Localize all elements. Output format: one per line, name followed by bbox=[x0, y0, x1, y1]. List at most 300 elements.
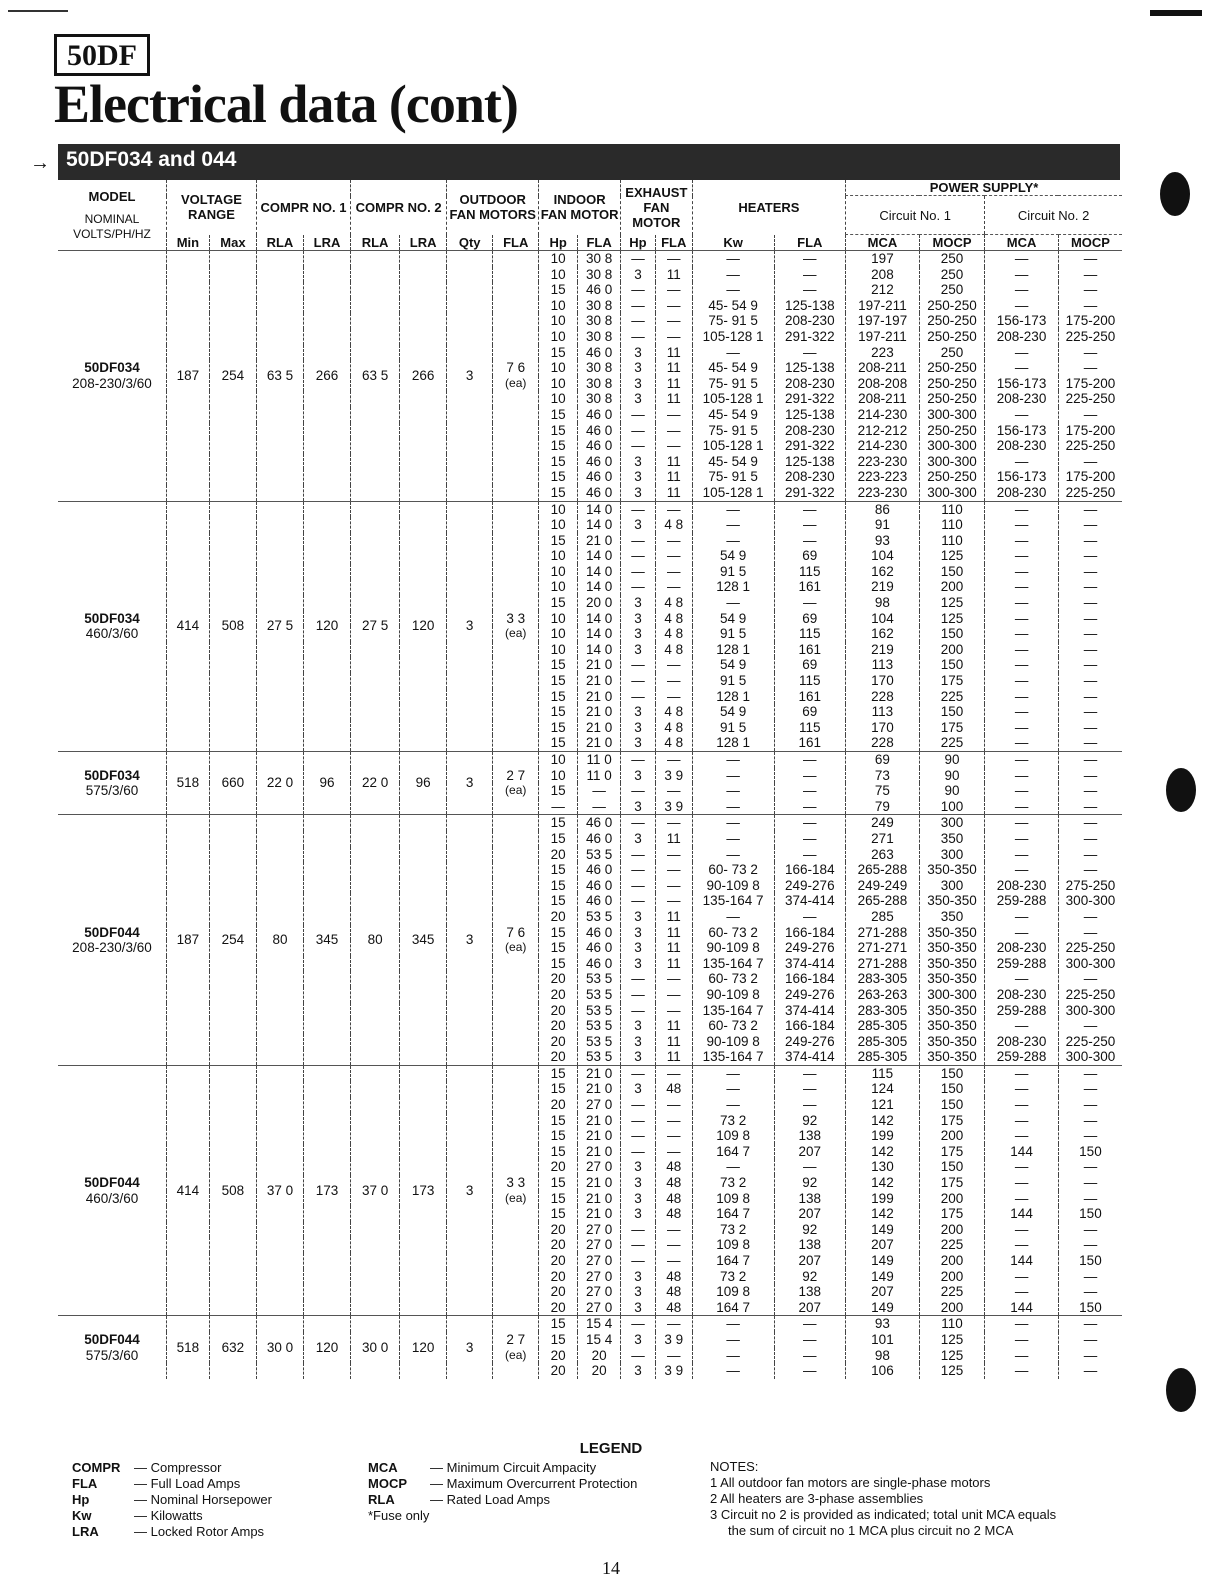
indoor-fla: 27 0 bbox=[578, 1253, 621, 1269]
exhaust-hp: 3 bbox=[621, 1300, 656, 1316]
heater-fla: — bbox=[774, 799, 846, 815]
heater-fla: 138 bbox=[774, 1191, 846, 1207]
model-name: 50DF034 bbox=[84, 360, 140, 376]
heater-kw: 109 8 bbox=[692, 1191, 774, 1207]
indoor-hp: 15 bbox=[539, 282, 578, 298]
notes-title: NOTES: bbox=[710, 1459, 759, 1474]
outdoor-fan-fla-value: 3 3 bbox=[506, 610, 526, 626]
outdoor-fan-fla-value: 2 7 bbox=[506, 767, 526, 783]
outdoor-fan-qty: 3 bbox=[447, 501, 493, 752]
sub-header: MOCP bbox=[1058, 235, 1122, 251]
c2-mocp: — bbox=[1058, 1128, 1122, 1144]
heater-kw: 73 2 bbox=[692, 1222, 774, 1238]
indoor-fla: — bbox=[578, 783, 621, 799]
c1-mocp: 300-300 bbox=[919, 407, 984, 423]
heater-kw: — bbox=[692, 1159, 774, 1175]
heater-fla: 115 bbox=[774, 720, 846, 736]
indoor-hp: 15 bbox=[539, 1191, 578, 1207]
c1-mocp: 90 bbox=[919, 768, 984, 784]
c2-mocp: — bbox=[1058, 1332, 1122, 1348]
heater-fla: 207 bbox=[774, 1300, 846, 1316]
indoor-hp: 10 bbox=[539, 752, 578, 768]
indoor-hp: 20 bbox=[539, 1034, 578, 1050]
sub-header: RLA bbox=[351, 235, 400, 251]
c2-mca: — bbox=[985, 282, 1059, 298]
c1-mocp: 150 bbox=[919, 564, 984, 580]
legend-col1 bbox=[72, 1460, 272, 1540]
c2-mca: 259-288 bbox=[985, 1049, 1059, 1065]
c2-mca: 208-230 bbox=[985, 485, 1059, 501]
c2-mocp: 225-250 bbox=[1058, 940, 1122, 956]
indoor-fla: 27 0 bbox=[578, 1269, 621, 1285]
exhaust-hp: — bbox=[621, 438, 656, 454]
c2-mca: 208-230 bbox=[985, 438, 1059, 454]
sub-header: FLA bbox=[578, 235, 621, 251]
exhaust-hp: — bbox=[621, 878, 656, 894]
c2-mocp: — bbox=[1058, 564, 1122, 580]
c2-mocp: 300-300 bbox=[1058, 1049, 1122, 1065]
c1-mca: 93 bbox=[846, 533, 920, 549]
heater-kw: 128 1 bbox=[692, 642, 774, 658]
c1-mocp: 110 bbox=[919, 501, 984, 517]
exhaust-fla: — bbox=[655, 783, 692, 799]
exhaust-fla: — bbox=[655, 893, 692, 909]
c2-mocp: — bbox=[1058, 533, 1122, 549]
indoor-hp: 20 bbox=[539, 1284, 578, 1300]
sub-header: MCA bbox=[846, 235, 920, 251]
c1-mca: 162 bbox=[846, 626, 920, 642]
heater-fla: 92 bbox=[774, 1269, 846, 1285]
indoor-fla: 20 0 bbox=[578, 595, 621, 611]
c2-mocp: — bbox=[1058, 1269, 1122, 1285]
legend-entry bbox=[72, 1476, 272, 1492]
c1-mocp: 300 bbox=[919, 878, 984, 894]
c2-mca: — bbox=[985, 971, 1059, 987]
indoor-fla: 46 0 bbox=[578, 438, 621, 454]
c1-mocp: 250-250 bbox=[919, 298, 984, 314]
exhaust-fla: 11 bbox=[655, 360, 692, 376]
indoor-fla: 46 0 bbox=[578, 862, 621, 878]
c1-mca: 271-271 bbox=[846, 940, 920, 956]
c1-mocp: 175 bbox=[919, 1113, 984, 1129]
heater-fla: 208-230 bbox=[774, 469, 846, 485]
c2-mocp: — bbox=[1058, 1113, 1122, 1129]
indoor-hp: 10 bbox=[539, 360, 578, 376]
exhaust-fla: — bbox=[655, 689, 692, 705]
sub-header: Qty bbox=[447, 235, 493, 251]
indoor-fla: 30 8 bbox=[578, 376, 621, 392]
indoor-hp: 20 bbox=[539, 847, 578, 863]
heater-fla: — bbox=[774, 595, 846, 611]
legend-entry bbox=[368, 1460, 637, 1476]
heater-kw: 73 2 bbox=[692, 1113, 774, 1129]
voltage-max: 508 bbox=[209, 1065, 256, 1316]
exhaust-fla: 11 bbox=[655, 391, 692, 407]
c1-mocp: 300 bbox=[919, 815, 984, 831]
c2-mca: — bbox=[985, 783, 1059, 799]
heater-fla: — bbox=[774, 517, 846, 533]
c1-mca: 265-288 bbox=[846, 862, 920, 878]
indoor-hp: 15 bbox=[539, 956, 578, 972]
indoor-fla: 27 0 bbox=[578, 1284, 621, 1300]
c1-mca: 149 bbox=[846, 1222, 920, 1238]
c2-mocp: — bbox=[1058, 251, 1122, 267]
c1-mocp: 300-300 bbox=[919, 454, 984, 470]
exhaust-fla: — bbox=[655, 313, 692, 329]
c2-mca: 208-230 bbox=[985, 987, 1059, 1003]
exhaust-hp: — bbox=[621, 407, 656, 423]
indoor-fla: 21 0 bbox=[578, 673, 621, 689]
exhaust-hp: 3 bbox=[621, 642, 656, 658]
indoor-hp: 20 bbox=[539, 1269, 578, 1285]
exhaust-fla: — bbox=[655, 579, 692, 595]
heater-fla: — bbox=[774, 1363, 846, 1379]
exhaust-hp: — bbox=[621, 1065, 656, 1081]
c2-mca: — bbox=[985, 1363, 1059, 1379]
heater-kw: 91 5 bbox=[692, 673, 774, 689]
c1-mca: 98 bbox=[846, 595, 920, 611]
exhaust-fla: — bbox=[655, 1097, 692, 1113]
c1-mocp: 350-350 bbox=[919, 1049, 984, 1065]
heater-kw: — bbox=[692, 799, 774, 815]
legend-entry bbox=[72, 1492, 272, 1508]
indoor-hp: 15 bbox=[539, 940, 578, 956]
indoor-fla: 27 0 bbox=[578, 1159, 621, 1175]
legend-def: — Kilowatts bbox=[134, 1508, 203, 1523]
c2-mca: 259-288 bbox=[985, 893, 1059, 909]
indoor-hp: 20 bbox=[539, 1300, 578, 1316]
exhaust-fla: 48 bbox=[655, 1175, 692, 1191]
c2-mocp: — bbox=[1058, 407, 1122, 423]
indoor-fla: 30 8 bbox=[578, 360, 621, 376]
c2-mca: — bbox=[985, 799, 1059, 815]
indoor-fla: 46 0 bbox=[578, 469, 621, 485]
c1-mocp: 125 bbox=[919, 1332, 984, 1348]
exhaust-hp: 3 bbox=[621, 735, 656, 751]
indoor-hp: 15 bbox=[539, 407, 578, 423]
exhaust-fla: — bbox=[655, 282, 692, 298]
c2-mca: 208-230 bbox=[985, 1034, 1059, 1050]
exhaust-fla: 48 bbox=[655, 1191, 692, 1207]
indoor-hp: 10 bbox=[539, 391, 578, 407]
compr1-rla: 37 0 bbox=[256, 1065, 303, 1316]
exhaust-hp: — bbox=[621, 1316, 656, 1332]
heater-fla: 115 bbox=[774, 626, 846, 642]
c1-mca: 197-211 bbox=[846, 329, 920, 345]
exhaust-fla: — bbox=[655, 548, 692, 564]
c1-mocp: 250-250 bbox=[919, 329, 984, 345]
indoor-hp: 15 bbox=[539, 438, 578, 454]
c1-mca: 207 bbox=[846, 1284, 920, 1300]
indoor-fla: 21 0 bbox=[578, 1128, 621, 1144]
exhaust-fla: — bbox=[655, 438, 692, 454]
heater-fla: — bbox=[774, 345, 846, 361]
indoor-hp: 10 bbox=[539, 548, 578, 564]
heater-kw: — bbox=[692, 768, 774, 784]
c2-mca: — bbox=[985, 251, 1059, 267]
indoor-hp: 10 bbox=[539, 313, 578, 329]
exhaust-fla: — bbox=[655, 862, 692, 878]
sub-header: Max bbox=[209, 235, 256, 251]
exhaust-fla: — bbox=[655, 987, 692, 1003]
heater-fla: 161 bbox=[774, 579, 846, 595]
note-item: 1 All outdoor fan motors are single-phase motors bbox=[710, 1475, 991, 1490]
exhaust-hp: 3 bbox=[621, 799, 656, 815]
heater-kw: — bbox=[692, 783, 774, 799]
indoor-fla: 46 0 bbox=[578, 423, 621, 439]
c2-mocp: — bbox=[1058, 501, 1122, 517]
exhaust-hp: — bbox=[621, 564, 656, 580]
c2-mocp: — bbox=[1058, 1018, 1122, 1034]
heater-kw: 109 8 bbox=[692, 1237, 774, 1253]
c1-mca: 104 bbox=[846, 611, 920, 627]
exhaust-hp: — bbox=[621, 1348, 656, 1364]
heater-kw: — bbox=[692, 909, 774, 925]
heater-fla: 166-184 bbox=[774, 971, 846, 987]
c2-mocp: 225-250 bbox=[1058, 438, 1122, 454]
indoor-hp: 10 bbox=[539, 329, 578, 345]
c1-mca: 124 bbox=[846, 1081, 920, 1097]
heater-fla: 249-276 bbox=[774, 1034, 846, 1050]
exhaust-fla: 11 bbox=[655, 345, 692, 361]
exhaust-hp: — bbox=[621, 815, 656, 831]
heater-fla: — bbox=[774, 1332, 846, 1348]
indoor-fla: 21 0 bbox=[578, 720, 621, 736]
heater-kw: 54 9 bbox=[692, 704, 774, 720]
model-voltage: 208-230/3/60 bbox=[72, 940, 152, 956]
indoor-hp: 15 bbox=[539, 673, 578, 689]
sub-header: LRA bbox=[303, 235, 350, 251]
exhaust-hp: — bbox=[621, 501, 656, 517]
indoor-hp: 15 bbox=[539, 485, 578, 501]
compr2-lra: 266 bbox=[400, 251, 447, 502]
indoor-fla: 11 0 bbox=[578, 752, 621, 768]
c2-mocp: 300-300 bbox=[1058, 1003, 1122, 1019]
heater-fla: 161 bbox=[774, 642, 846, 658]
indoor-hp: — bbox=[539, 799, 578, 815]
c1-mca: 263 bbox=[846, 847, 920, 863]
heater-fla: 374-414 bbox=[774, 1049, 846, 1065]
c1-mca: 170 bbox=[846, 720, 920, 736]
indoor-fla: 11 0 bbox=[578, 768, 621, 784]
each-note: (ea) bbox=[505, 783, 527, 798]
c2-mca: 144 bbox=[985, 1253, 1059, 1269]
legend-abbr: RLA bbox=[368, 1492, 395, 1507]
c2-mocp: — bbox=[1058, 1191, 1122, 1207]
c1-mca: 285-305 bbox=[846, 1049, 920, 1065]
voltage-min: 187 bbox=[166, 815, 209, 1066]
sub-header: FLA bbox=[493, 235, 539, 251]
compr2-lra: 120 bbox=[400, 1316, 447, 1379]
compr1-rla: 30 0 bbox=[256, 1316, 303, 1379]
indoor-fla: 46 0 bbox=[578, 345, 621, 361]
c2-mocp: — bbox=[1058, 862, 1122, 878]
c1-mca: 228 bbox=[846, 689, 920, 705]
heater-fla: 249-276 bbox=[774, 987, 846, 1003]
indoor-hp: 15 bbox=[539, 704, 578, 720]
c2-mca: — bbox=[985, 548, 1059, 564]
c1-mca: 212-212 bbox=[846, 423, 920, 439]
exhaust-hp: 3 bbox=[621, 1191, 656, 1207]
binder-hole-icon bbox=[1166, 768, 1196, 812]
c1-mca: 208-208 bbox=[846, 376, 920, 392]
exhaust-fla: 4 8 bbox=[655, 735, 692, 751]
c1-mocp: 250 bbox=[919, 267, 984, 283]
c2-mocp: — bbox=[1058, 799, 1122, 815]
legend-abbr: LRA bbox=[72, 1524, 99, 1539]
heater-kw: 90-109 8 bbox=[692, 878, 774, 894]
c1-mca: 207 bbox=[846, 1237, 920, 1253]
exhaust-hp: 3 bbox=[621, 720, 656, 736]
model-voltage: 460/3/60 bbox=[85, 626, 139, 642]
exhaust-fla: 11 bbox=[655, 956, 692, 972]
indoor-fla: 53 5 bbox=[578, 1049, 621, 1065]
col-voltage-range: VOLTAGE RANGE bbox=[166, 180, 256, 235]
heater-kw: — bbox=[692, 501, 774, 517]
c2-mca: — bbox=[985, 657, 1059, 673]
c2-mca: 156-173 bbox=[985, 423, 1059, 439]
outdoor-fan-fla bbox=[493, 815, 539, 1066]
heater-fla: 166-184 bbox=[774, 1018, 846, 1034]
indoor-fla: 14 0 bbox=[578, 564, 621, 580]
indoor-hp: 20 bbox=[539, 987, 578, 1003]
sub-header: FLA bbox=[774, 235, 846, 251]
c1-mca: 162 bbox=[846, 564, 920, 580]
legend-def: — Full Load Amps bbox=[134, 1476, 241, 1491]
model-voltage: 460/3/60 bbox=[85, 1190, 139, 1206]
exhaust-fla: 48 bbox=[655, 1081, 692, 1097]
c2-mocp: — bbox=[1058, 735, 1122, 751]
c1-mocp: 175 bbox=[919, 1175, 984, 1191]
indoor-hp: 15 bbox=[539, 783, 578, 799]
indoor-hp: 20 bbox=[539, 1097, 578, 1113]
outdoor-fan-fla-value: 2 7 bbox=[506, 1331, 526, 1347]
c2-mocp: — bbox=[1058, 1097, 1122, 1113]
sub-header: Kw bbox=[692, 235, 774, 251]
exhaust-hp: 3 bbox=[621, 1018, 656, 1034]
c2-mocp: 225-250 bbox=[1058, 485, 1122, 501]
exhaust-hp: — bbox=[621, 1003, 656, 1019]
c1-mocp: 225 bbox=[919, 1237, 984, 1253]
exhaust-fla: — bbox=[655, 1144, 692, 1160]
c1-mca: 208-211 bbox=[846, 391, 920, 407]
indoor-fla: 46 0 bbox=[578, 454, 621, 470]
c2-mocp: — bbox=[1058, 1159, 1122, 1175]
c1-mocp: 350 bbox=[919, 909, 984, 925]
c1-mca: 104 bbox=[846, 548, 920, 564]
c1-mocp: 150 bbox=[919, 657, 984, 673]
indoor-hp: 20 bbox=[539, 1363, 578, 1379]
compr1-rla: 27 5 bbox=[256, 501, 303, 752]
model-voltage: 208-230/3/60 bbox=[72, 375, 152, 391]
indoor-fla: 53 5 bbox=[578, 1034, 621, 1050]
col-compr1: COMPR NO. 1 bbox=[256, 180, 350, 235]
compr2-lra: 120 bbox=[400, 501, 447, 752]
table-row bbox=[58, 1065, 1122, 1081]
c1-mca: 113 bbox=[846, 657, 920, 673]
heater-kw: 105-128 1 bbox=[692, 438, 774, 454]
electrical-data-table bbox=[58, 180, 1122, 1379]
c1-mocp: 175 bbox=[919, 1144, 984, 1160]
exhaust-fla: — bbox=[655, 673, 692, 689]
c2-mca: — bbox=[985, 1269, 1059, 1285]
c2-mca: — bbox=[985, 862, 1059, 878]
exhaust-hp: — bbox=[621, 673, 656, 689]
heater-kw: — bbox=[692, 752, 774, 768]
compr1-rla: 80 bbox=[256, 815, 303, 1066]
exhaust-fla: — bbox=[655, 1128, 692, 1144]
compr1-lra: 345 bbox=[303, 815, 350, 1066]
c2-mocp: 150 bbox=[1058, 1253, 1122, 1269]
indoor-fla: 30 8 bbox=[578, 267, 621, 283]
voltage-min: 187 bbox=[166, 251, 209, 502]
exhaust-fla: 11 bbox=[655, 454, 692, 470]
exhaust-hp: — bbox=[621, 1222, 656, 1238]
section-title: 50DF034 and 044 bbox=[66, 148, 237, 171]
heater-fla: 115 bbox=[774, 673, 846, 689]
col-exhaust-fan: EXHAUST FAN MOTOR bbox=[621, 180, 693, 235]
c1-mca: 263-263 bbox=[846, 987, 920, 1003]
exhaust-hp: — bbox=[621, 987, 656, 1003]
heater-fla: 69 bbox=[774, 704, 846, 720]
exhaust-fla: 48 bbox=[655, 1269, 692, 1285]
c1-mocp: 350-350 bbox=[919, 940, 984, 956]
heater-kw: — bbox=[692, 847, 774, 863]
heater-fla: 208-230 bbox=[774, 376, 846, 392]
c2-mocp: — bbox=[1058, 642, 1122, 658]
note-item: 2 All heaters are 3-phase assemblies bbox=[710, 1491, 924, 1506]
indoor-fla: 20 bbox=[578, 1348, 621, 1364]
exhaust-hp: — bbox=[621, 1237, 656, 1253]
c1-mca: 223 bbox=[846, 345, 920, 361]
indoor-fla: 46 0 bbox=[578, 831, 621, 847]
compr1-lra: 266 bbox=[303, 251, 350, 502]
c1-mocp: 150 bbox=[919, 704, 984, 720]
indoor-hp: 20 bbox=[539, 909, 578, 925]
c1-mca: 283-305 bbox=[846, 971, 920, 987]
c1-mocp: 350-350 bbox=[919, 925, 984, 941]
indoor-fla: — bbox=[578, 799, 621, 815]
table-row bbox=[58, 752, 1122, 768]
outdoor-fan-qty: 3 bbox=[447, 1316, 493, 1379]
c1-mocp: 350-350 bbox=[919, 956, 984, 972]
indoor-fla: 21 0 bbox=[578, 657, 621, 673]
legend-entry bbox=[368, 1476, 637, 1492]
legend-def: — Locked Rotor Amps bbox=[134, 1524, 265, 1539]
indoor-hp: 20 bbox=[539, 1348, 578, 1364]
exhaust-hp: — bbox=[621, 548, 656, 564]
c1-mca: 283-305 bbox=[846, 1003, 920, 1019]
exhaust-hp: 3 bbox=[621, 611, 656, 627]
binder-hole-icon bbox=[1166, 1368, 1196, 1412]
exhaust-fla: 11 bbox=[655, 469, 692, 485]
c2-mca: — bbox=[985, 752, 1059, 768]
exhaust-hp: 3 bbox=[621, 360, 656, 376]
indoor-hp: 15 bbox=[539, 815, 578, 831]
heater-kw: — bbox=[692, 282, 774, 298]
voltage-max: 660 bbox=[209, 752, 256, 815]
c2-mca: — bbox=[985, 909, 1059, 925]
exhaust-fla: 11 bbox=[655, 376, 692, 392]
indoor-hp: 15 bbox=[539, 925, 578, 941]
heater-fla: — bbox=[774, 909, 846, 925]
heater-kw: 73 2 bbox=[692, 1269, 774, 1285]
outdoor-fan-fla-value: 7 6 bbox=[506, 924, 526, 940]
model-name: 50DF044 bbox=[84, 1175, 140, 1191]
heater-fla: — bbox=[774, 501, 846, 517]
c1-mocp: 300 bbox=[919, 847, 984, 863]
exhaust-fla: — bbox=[655, 501, 692, 517]
